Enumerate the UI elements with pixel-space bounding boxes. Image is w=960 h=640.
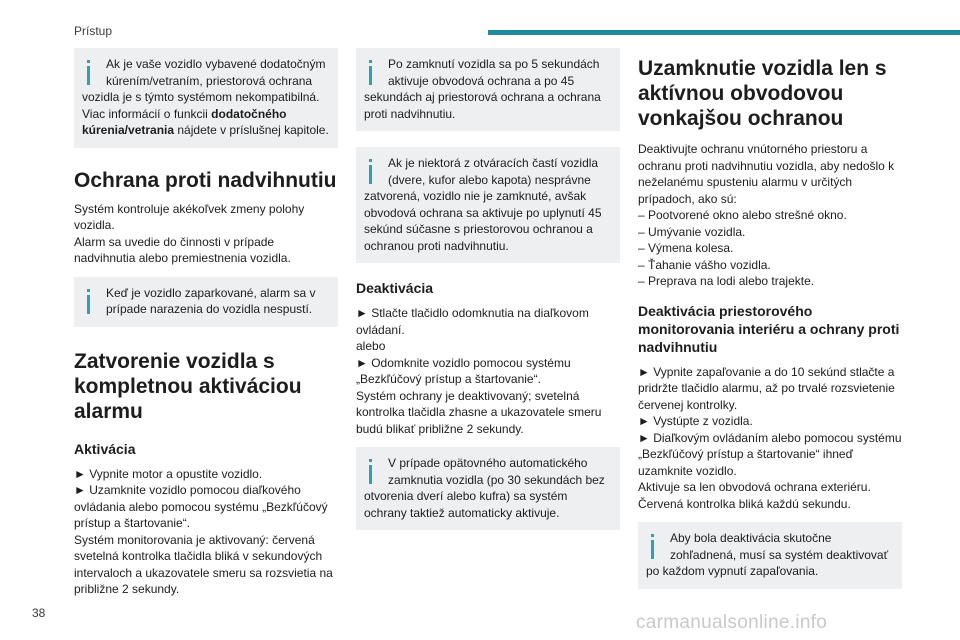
note-text: Po zamknutí vozidla sa po 5 sekundách aktivuje obvodová ochrana a po 45 sekundách aj priestorová ochrana a ochrana proti nadvihnutiu. bbox=[364, 57, 601, 121]
section-header: Prístup bbox=[74, 24, 113, 38]
column-1 bbox=[74, 48, 338, 598]
info-icon bbox=[364, 155, 382, 187]
heading-perimeter-only: Uzamknutie vozidla len s aktívnou obvodovou vonkajšou ochranou bbox=[638, 57, 887, 130]
info-icon bbox=[82, 56, 100, 88]
info-icon bbox=[82, 285, 100, 317]
perimeter-intro-text: Deaktivujte ochranu vnútorného priestoru a ochranu proti nadvihnutiu vozidla, aby nedošlo k neželanému spusteniu alarmu v určitých prípadoch, ako sú: – Pootvorené okno alebo strešné okno. – Umývanie vozidla. – Výmena kolesa. – Ťahanie vášho vozidla. – Preprava na lodi alebo trajekte. bbox=[638, 142, 895, 288]
note-heater-incompatibility bbox=[74, 48, 338, 148]
deactivation-steps-text: ► Vypnite zapaľovanie a do 10 sekúnd stlačte a pridržte tlačidlo alarmu, až po trvalé rozsvietenie červenej kontrolky. ► Vystúpte z vozidla. ► Diaľkovým ovládaním alebo pomocou systému „Bezkľúčový prístup a štartovanie“ ihneď uzamknite vozidlo. Aktivuje sa len obvodová ochrana exteriéru. Červená kontrolka bliká každú sekundu. bbox=[638, 364, 902, 511]
note-text: Ak je niektorá z otváracích častí vozidla (dvere, kufor alebo kapota) nesprávne zatvorená, vozidlo nie je zamknuté, avšak obvodová ochrana sa aktivuje po uplynutí 45 sekúnd súčasne s priestorovou ochranou a ochranou proti nadvihnutiu. bbox=[364, 156, 602, 253]
note-auto-relock bbox=[356, 447, 620, 530]
note-bold-text: dodatočného kúrenia/vetrania bbox=[82, 106, 287, 137]
heading-activation: Aktivácia bbox=[74, 440, 136, 457]
heading-lift-protection: Ochrana proti nadvihnutiu bbox=[74, 168, 337, 192]
note-deactivate-each-time bbox=[638, 522, 902, 589]
page-number: 38 bbox=[32, 606, 46, 620]
heading-deactivate-interior-monitoring: Deaktivácia priestorového monitorovania interiéru a ochrany proti nadvihnutiu bbox=[638, 302, 900, 355]
note-text: Keď je vozidlo zaparkované, alarm sa v prípade narazenia do vozidla nespustí. bbox=[106, 285, 316, 316]
heading-deactivation: Deaktivácia bbox=[356, 280, 434, 296]
note-auto-activation-delay bbox=[356, 48, 620, 131]
lift-protection-text: Systém kontroluje akékoľvek zmeny polohy vozidla. Alarm sa uvedie do činnosti v prípade nadvihnutia alebo premiestnenia vozidla. bbox=[74, 201, 305, 265]
header-accent-bar bbox=[488, 30, 960, 35]
note-text: Aby bola deaktivácia skutočne zohľadnená, musí sa systém deaktivovať po každom vypnutí zapaľovania. bbox=[646, 531, 889, 578]
note-text: Ak je vaše vozidlo vybavené dodatočným kúrením/vetraním, priestorová ochrana vozidla je s týmto systémom nekompatibilná. Viac informácií o funkcii bbox=[82, 57, 326, 121]
column-2 bbox=[356, 48, 620, 546]
info-icon bbox=[646, 530, 664, 562]
deactivation-text: ► Stlačte tlačidlo odomknutia na diaľkovom ovládaní. alebo ► Odomknite vozidlo pomocou systému „Bezkľúčový prístup a štartovanie“. Systém ochrany je deaktivovaný; svetelná kontrolka tlačidla zhasne a ukazovatele smeru budú blikať približne 2 sekundy. bbox=[356, 306, 602, 436]
heading-full-alarm: Zatvorenie vozidla s kompletnou aktiváciou alarmu bbox=[74, 349, 302, 423]
note-text: V prípade opätovného automatického zamknutia vozidla (po 30 sekundách bez otvorenia dverí alebo kufra) sa systém ochrany taktiež automaticky aktivuje. bbox=[364, 456, 605, 520]
info-icon bbox=[364, 455, 382, 487]
activation-text: ► Vypnite motor a opustite vozidlo. ► Uzamknite vozidlo pomocou diaľkového ovládania alebo pomocou systému „Bezkľúčový prístup a štartovanie“. Systém monitorovania je aktivovaný: červená svetelná kontrolka tlačidla bliká v sekundových intervaloch a ukazovatele smeru sa rozsvietia na približne 2 sekundy. bbox=[74, 466, 333, 596]
column-3 bbox=[638, 48, 902, 605]
note-text-end: nájdete v príslušnej kapitole. bbox=[174, 123, 329, 137]
note-parked-impact bbox=[74, 277, 338, 327]
note-open-parts bbox=[356, 147, 620, 263]
info-icon bbox=[364, 56, 382, 88]
watermark: carmanualsonline.info bbox=[636, 612, 828, 633]
